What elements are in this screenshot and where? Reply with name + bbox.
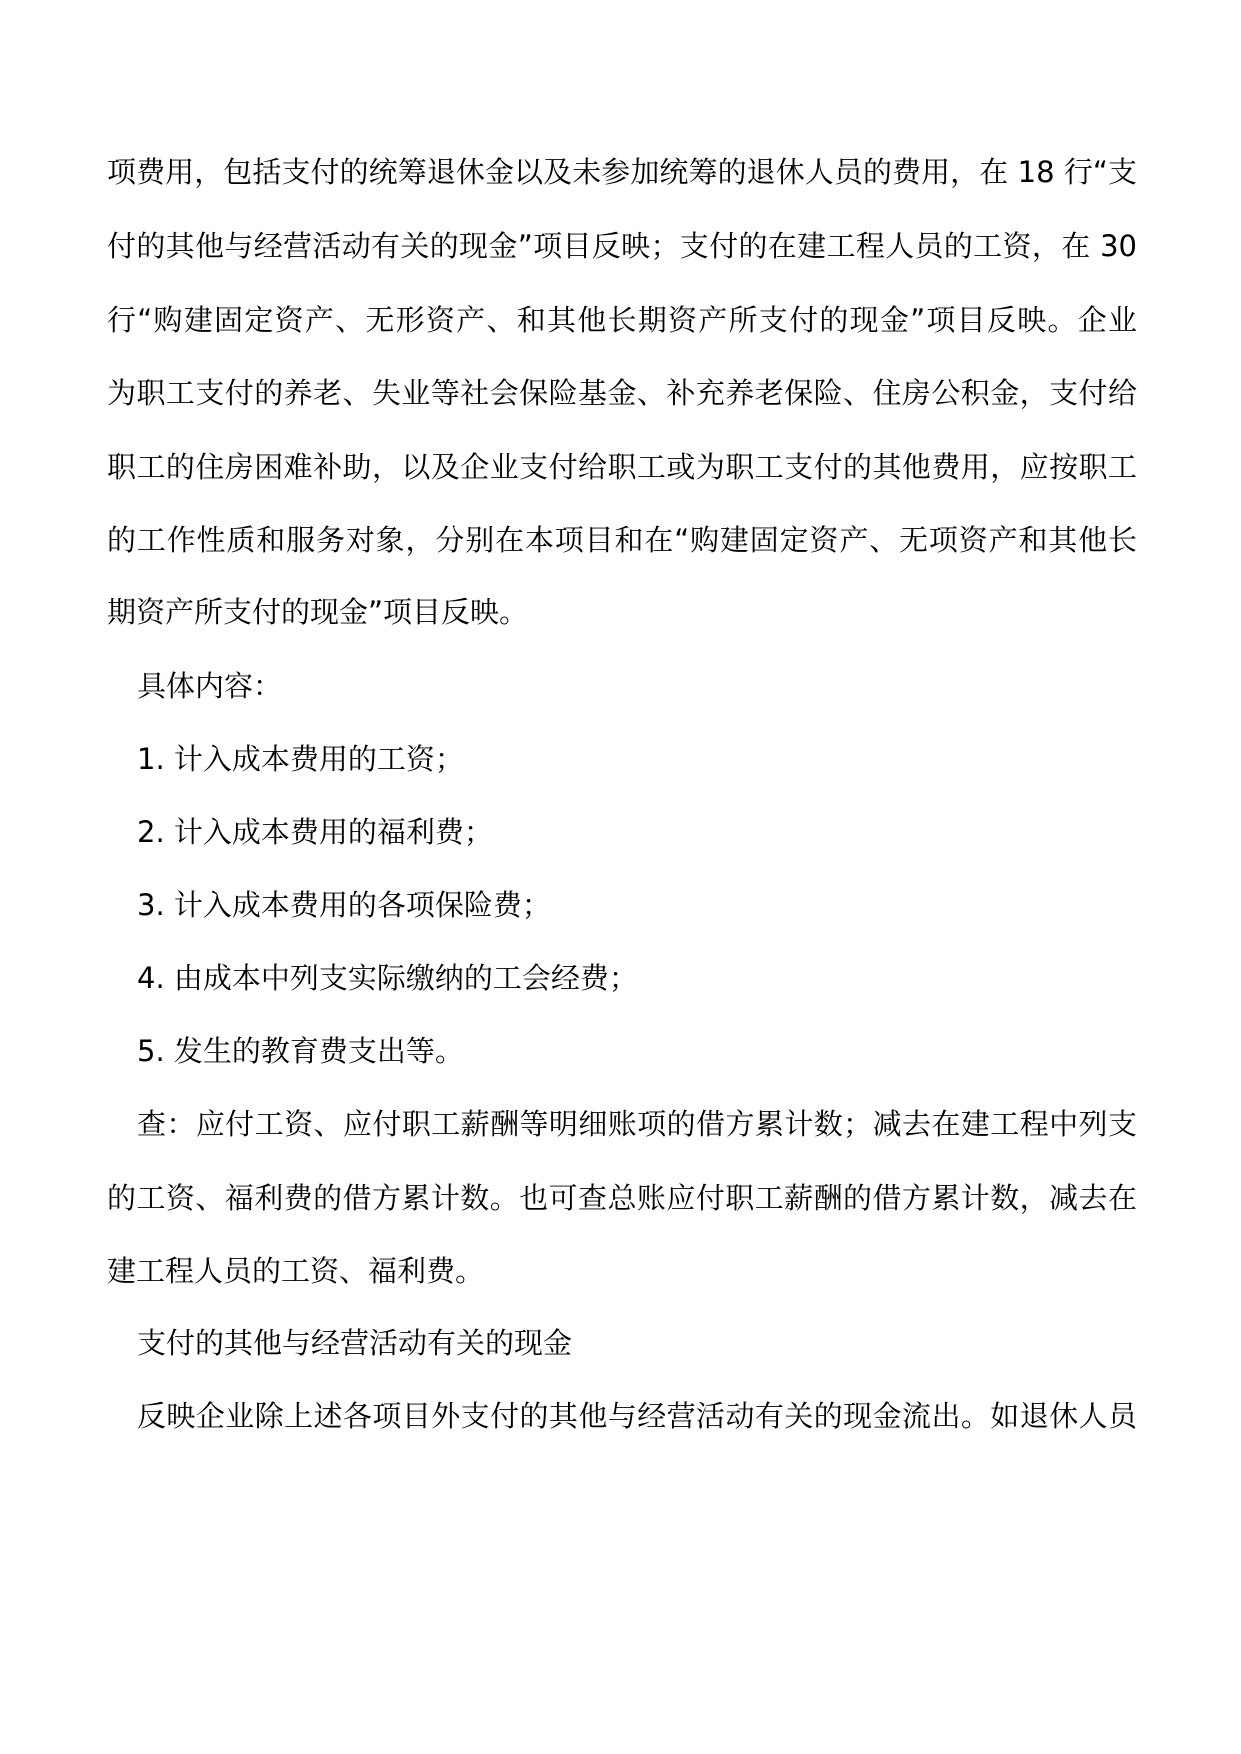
paragraph-line: 期资产所支付的现金”项目反映。	[107, 595, 529, 629]
paragraph-line: 付的其他与经营活动有关的现金”项目反映；支付的在建工程人员的工资，在 30	[107, 229, 1137, 263]
paragraph-line: 职工的住房困难补助，以及企业支付给职工或为职工支付的其他费用，应按职工	[107, 450, 1137, 484]
list-item: 2. 计入成本费用的福利费；	[137, 815, 493, 849]
list-item: 3. 计入成本费用的各项保险费；	[137, 888, 551, 922]
paragraph-line: 查：应付工资、应付职工薪酬等明细账项的借方累计数；减去在建工程中列支	[137, 1107, 1137, 1141]
list-item: 5. 发生的教育费支出等。	[137, 1034, 464, 1068]
section-label: 具体内容：	[137, 669, 283, 703]
section-heading: 支付的其他与经营活动有关的现金	[137, 1326, 573, 1360]
paragraph-line: 的工资、福利费的借方累计数。也可查总账应付职工薪酬的借方累计数，减去在	[107, 1181, 1137, 1215]
paragraph-line: 行“购建固定资产、无形资产、和其他长期资产所支付的现金”项目反映。企业	[107, 303, 1137, 337]
paragraph-line: 建工程人员的工资、福利费。	[107, 1254, 485, 1288]
paragraph-line: 为职工支付的养老、失业等社会保险基金、补充养老保险、住房公积金，支付给	[107, 376, 1137, 410]
paragraph-line: 项费用，包括支付的统筹退休金以及未参加统筹的退休人员的费用，在 18 行“支	[107, 155, 1137, 189]
list-item: 4. 由成本中列支实际缴纳的工会经费；	[137, 961, 638, 995]
paragraph-line: 反映企业除上述各项目外支付的其他与经营活动有关的现金流出。如退休人员	[137, 1399, 1137, 1433]
paragraph-line: 的工作性质和服务对象，分别在本项目和在“购建固定资产、无项资产和其他长	[107, 523, 1137, 557]
list-item: 1. 计入成本费用的工资；	[137, 742, 464, 776]
